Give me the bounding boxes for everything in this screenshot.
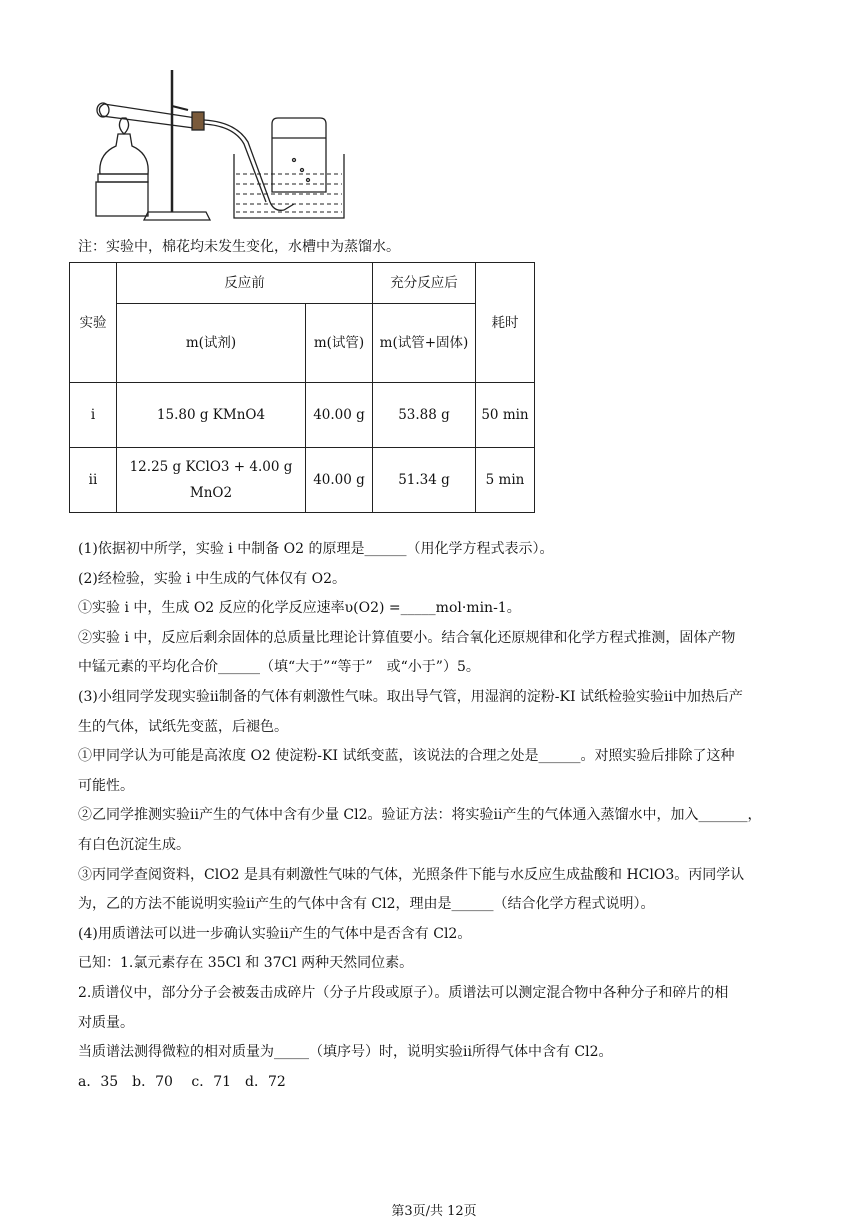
question-line: 生的气体，试纸先变蓝，后褪色。: [78, 718, 288, 735]
question-line: ③丙同学查阅资料，ClO2 是具有刺激性气味的气体，光照条件下能与水反应生成盐酸和 HClO3。丙同学认: [78, 866, 745, 883]
cell-tube: 40.00 g: [306, 383, 373, 448]
experiment-apparatus-figure: [88, 62, 358, 224]
cell-time: 50 min: [476, 383, 535, 448]
figure-note: 注：实验中，棉花均未发生变化，水槽中为蒸馏水。: [78, 239, 400, 255]
cell-reagent: 15.80 g KMnO4: [117, 383, 306, 448]
answer-options: a．35 b．70 c．71 d．72: [78, 1073, 286, 1090]
cell-id: i: [70, 383, 117, 448]
cell-time: 5 min: [476, 448, 535, 513]
question-line: (1)依据初中所学，实验 i 中制备 O2 的原理是______（用化学方程式表示）。: [78, 541, 554, 557]
question-line: 已知：1.氯元素存在 35Cl 和 37Cl 两种天然同位素。: [78, 955, 414, 972]
question-line: 2.质谱仪中，部分分子会被轰击成碎片（分子片段或原子）。质谱法可以测定混合物中各种分子和碎片的相: [78, 984, 729, 1001]
question-line: (2)经检验，实验 i 中生成的气体仅有 O2。: [78, 570, 347, 587]
cell-tube: 40.00 g: [306, 448, 373, 513]
question-line: 为，乙的方法不能说明实验ii产生的气体中含有 Cl2，理由是______（结合化学方程式说明）。: [78, 896, 655, 913]
header-experiment: 实验: [70, 263, 117, 383]
question-line: (3)小组同学发现实验ii制备的气体有刺激性气味。取出导气管，用湿润的淀粉-KI 试纸检验实验ii中加热后产: [78, 688, 743, 705]
cell-after: 53.88 g: [373, 383, 476, 448]
cell-id: ii: [70, 448, 117, 513]
table-row: [70, 383, 535, 448]
header-tube-solid-mass: m(试管+固体): [373, 304, 476, 383]
header-time: 耗时: [476, 263, 535, 383]
header-reagent-mass: m(试剂): [117, 304, 306, 383]
question-line: 对质量。: [78, 1014, 134, 1031]
question-line: ②乙同学推测实验ii产生的气体中含有少量 Cl2。验证方法：将实验ii产生的气体通入蒸馏水中，加入_______，: [78, 807, 762, 824]
question-line: 中锰元素的平均化合价______（填“大于”“等于” 或“小于”）5。: [78, 659, 480, 676]
experiment-data-table: [69, 262, 535, 513]
question-line: 有白色沉淀生成。: [78, 836, 190, 853]
page-footer: 第3页/共 12页: [391, 1204, 477, 1219]
cell-reagent: 12.25 g KClO3 + 4.00 g MnO2: [117, 448, 306, 513]
question-line: ①甲同学认为可能是高浓度 O2 使淀粉-KI 试纸变蓝，该说法的合理之处是______。对照实验后排除了这种: [78, 748, 735, 765]
header-tube-mass: m(试管): [306, 304, 373, 383]
question-text: [78, 535, 798, 1097]
header-after: 充分反应后: [373, 263, 476, 304]
question-line: ①实验 i 中，生成 O2 反应的化学反应速率υ(O2) =_____mol·min-1。: [78, 600, 521, 617]
cell-after: 51.34 g: [373, 448, 476, 513]
table-row: [70, 448, 535, 513]
question-line: 当质谱法测得微粒的相对质量为_____（填序号）时，说明实验ii所得气体中含有 Cl2。: [78, 1044, 613, 1061]
question-line: ②实验 i 中，反应后剩余固体的总质量比理论计算值要小。结合氧化还原规律和化学方程式推测，固体产物: [78, 629, 736, 646]
header-before: 反应前: [117, 263, 373, 304]
question-line: 可能性。: [78, 777, 134, 794]
question-line: (4)用质谱法可以进一步确认实验ii产生的气体中是否含有 Cl2。: [78, 925, 472, 942]
